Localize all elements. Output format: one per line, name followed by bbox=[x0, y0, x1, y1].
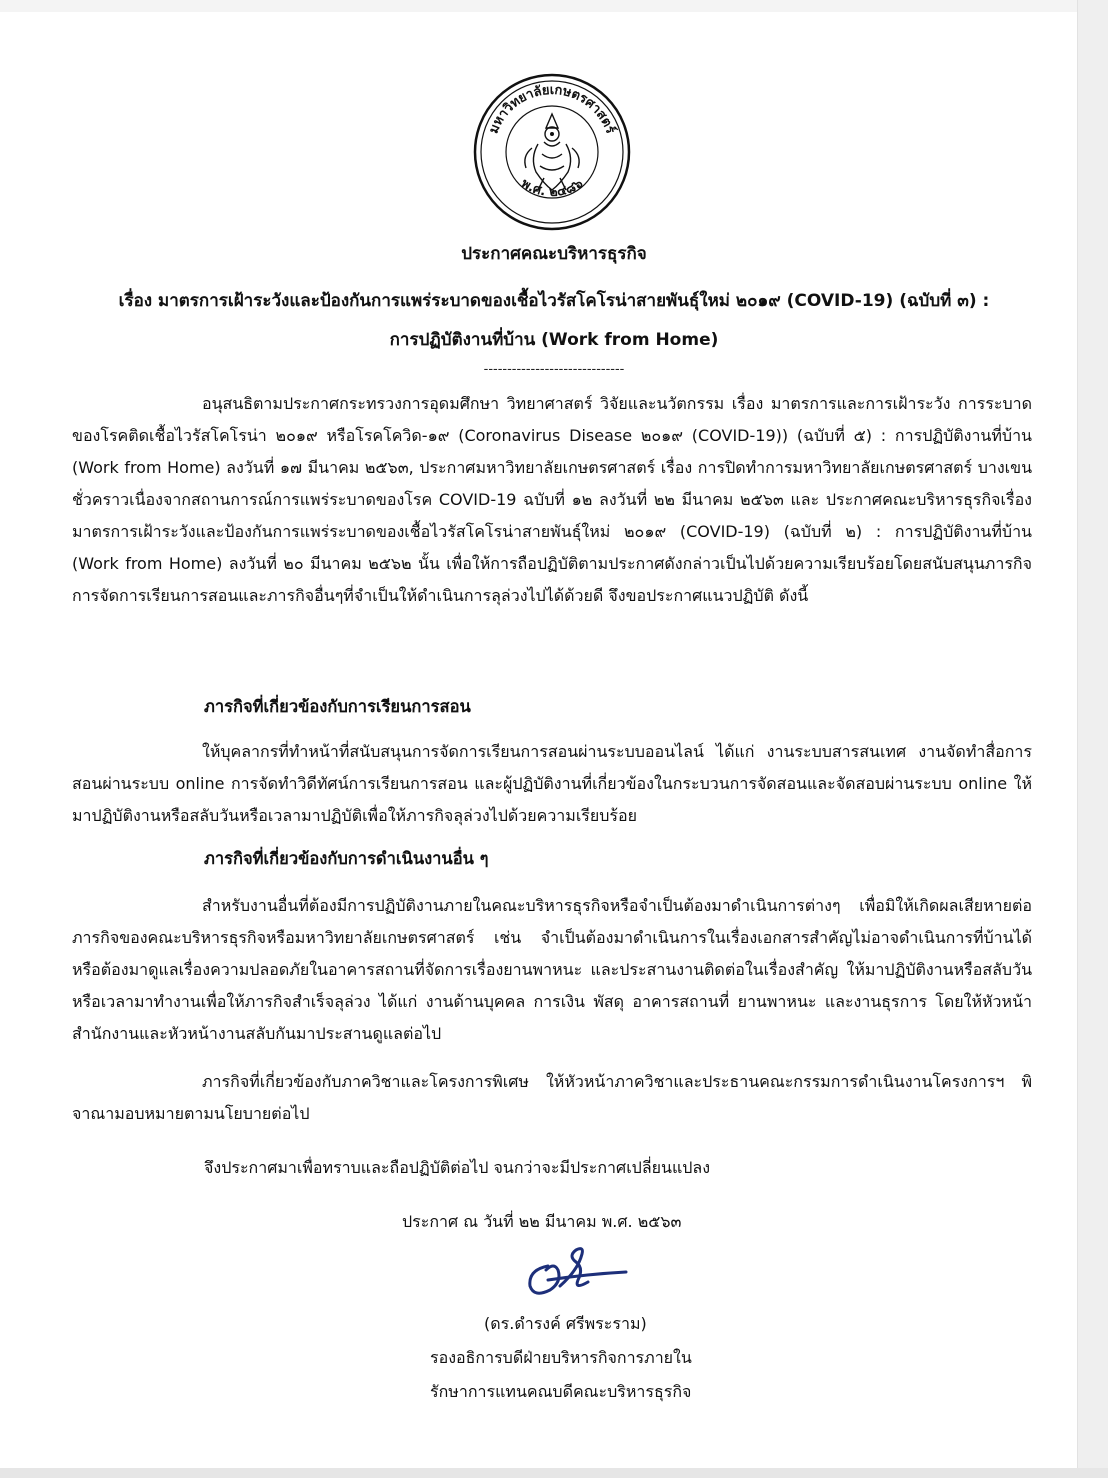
university-seal-icon bbox=[472, 72, 632, 232]
announcement-issuer: ประกาศคณะบริหารธุรกิจ bbox=[461, 244, 647, 264]
other-tasks-paragraph bbox=[72, 890, 1032, 1050]
svg-text:พ.ศ. ๒๔๘๖ bbox=[518, 176, 586, 200]
separator-line: ------------------------------ bbox=[483, 362, 625, 377]
signatory-acting-position: รักษาการแทนคณบดีคณะบริหารธุรกิจ bbox=[430, 1382, 692, 1401]
intro-text: อนุสนธิตามประกาศกระทรวงการอุดมศึกษา วิทยาศาสตร์ วิจัยและนวัตกรรม เรื่อง มาตรการและการเฝ้าระวัง การระบาดของโรคติดเชื้อไวรัสโคโรน่า ๒๐๑๙ หรือโรคโควิด-๑๙ (Coronavirus Disease ๒๐๑๙ (COVID-19)) (ฉบับที่ ๕) : การปฏิบัติงานที่บ้าน (Work from Home) ลงวันที่ ๑๗ มีนาคม ๒๕๖๓, ประกาศมหาวิทยาลัยเกษตรศาสตร์ เรื่อง การปิดทำการมหาวิทยาลัยเกษตรศาสตร์ บางเขน ชั่วคราวเนื่องจากสถานการณ์การแพร่ระบาดของโรค COVID-19 ฉบับที่ ๑๒ ลงวันที่ ๒๒ มีนาคม ๒๕๖๓ และ ประกาศคณะบริหารธุรกิจเรื่อง มาตรการเฝ้าระวังและป้องกันการแพร่ระบาดของเชื้อไวรัสโคโรน่าสายพันธุ์ใหม่ ๒๐๑๙ (COVID-19) (ฉบับที่ ๒) : การปฏิบัติงานที่บ้าน (Work from Home) ลงวันที่ ๒๐ มีนาคม ๒๕๖๒ นั้น เพื่อให้การถือปฏิบัติตามประกาศดังกล่าวเป็นไปด้วยความเรียบร้อยโดยสนับสนุนภารกิจการจัดการเรียนการสอนและภารกิจอื่นๆที่จำเป็นให้ดำเนินการลุล่วงไปได้ด้วยดี จึงขอประกาศแนวปฏิบัติ ดังนี้ bbox=[72, 394, 1033, 605]
signature-icon bbox=[518, 1240, 638, 1302]
signatory-name: (ดร.ดำรงค์ ศรีพระราม) bbox=[484, 1314, 647, 1333]
heading-other-tasks: ภารกิจที่เกี่ยวข้องกับการดำเนินงานอื่น ๆ bbox=[204, 849, 489, 868]
teaching-paragraph bbox=[72, 736, 1032, 832]
intro-paragraph bbox=[72, 388, 1032, 612]
seal-top-text: มหาวิทยาลัยเกษตรศาสตร์ bbox=[486, 82, 618, 136]
announcement-subject: เรื่อง มาตรการเฝ้าระวังและป้องกันการแพร่ระบาดของเชื้อไวรัสโคโรน่าสายพันธุ์ใหม่ ๒๐๑๙ (COVID-19) (ฉบับที่ ๓) : bbox=[118, 291, 990, 311]
teaching-text: ให้บุคลากรที่ทำหน้าที่สนับสนุนการจัดการเรียนการสอนผ่านระบบออนไลน์ ได้แก่ งานระบบสารสนเทศ งานจัดทำสื่อการสอนผ่านระบบ online การจัดทำวิดีทัศน์การเรียนการสอน และผู้ปฏิบัติงานที่เกี่ยวข้องในกระบวนการจัดสอนและจัดสอบผ่านระบบ online ให้มาปฏิบัติงานหรือสลับวันหรือเวลามาปฏิบัติเพื่อให้ภารกิจลุล่วงไปด้วยความเรียบร้อย bbox=[72, 742, 1032, 825]
heading-teaching: ภารกิจที่เกี่ยวข้องกับการเรียนการสอน bbox=[204, 697, 471, 716]
departments-text: ภารกิจที่เกี่ยวข้องกับภาควิชาและโครงการพิเศษ ให้หัวหน้าภาควิชาและประธานคณะกรรมการดำเนินงานโครงการฯ พิจาณามอบหมายตามนโยบายต่อไป bbox=[72, 1072, 1032, 1123]
closing-statement: จึงประกาศมาเพื่อทราบและถือปฏิบัติต่อไป จนกว่าจะมีประกาศเปลี่ยนแปลง bbox=[204, 1158, 711, 1177]
window-bottom-edge bbox=[0, 1468, 1108, 1478]
window-right-edge bbox=[1077, 0, 1108, 1478]
departments-paragraph bbox=[72, 1066, 1032, 1130]
seal-bottom-text: พ.ศ. ๒๔๘๖ bbox=[518, 176, 586, 201]
announcement-date: ประกาศ ณ วันที่ ๒๒ มีนาคม พ.ศ. ๒๕๖๓ bbox=[402, 1212, 682, 1231]
announcement-subtitle: การปฏิบัติงานที่บ้าน (Work from Home) bbox=[389, 330, 719, 350]
other-tasks-text: สำหรับงานอื่นที่ต้องมีการปฏิบัติงานภายในคณะบริหารธุรกิจหรือจำเป็นต้องมาดำเนินการต่างๆ เพื่อมิให้เกิดผลเสียหายต่อภารกิจของคณะบริหารธุรกิจหรือมหาวิทยาลัยเกษตรศาสตร์ เช่น จำเป็นต้องมาดำเนินการในเรื่องเอกสารสำคัญไม่อาจดำเนินการที่บ้านได้ หรือต้องมาดูแลเรื่องความปลอดภัยในอาคารสถานที่จัดการเรื่องยานพาหนะ และประสานงานติดต่อในเรื่องสำคัญ ให้มาปฏิบัติงานหรือสลับวันหรือเวลามาทำงานเพื่อให้ภารกิจสำเร็จลุล่วง ได้แก่ งานด้านบุคคล การเงิน พัสดุ อาคารสถานที่ ยานพาหนะ และงานธุรการ โดยให้หัวหน้าสำนักงานและหัวหน้างานสลับกันมาประสานดูแลต่อไป bbox=[72, 896, 1032, 1043]
signatory-position: รองอธิการบดีฝ่ายบริหารกิจการภายใน bbox=[430, 1348, 692, 1367]
